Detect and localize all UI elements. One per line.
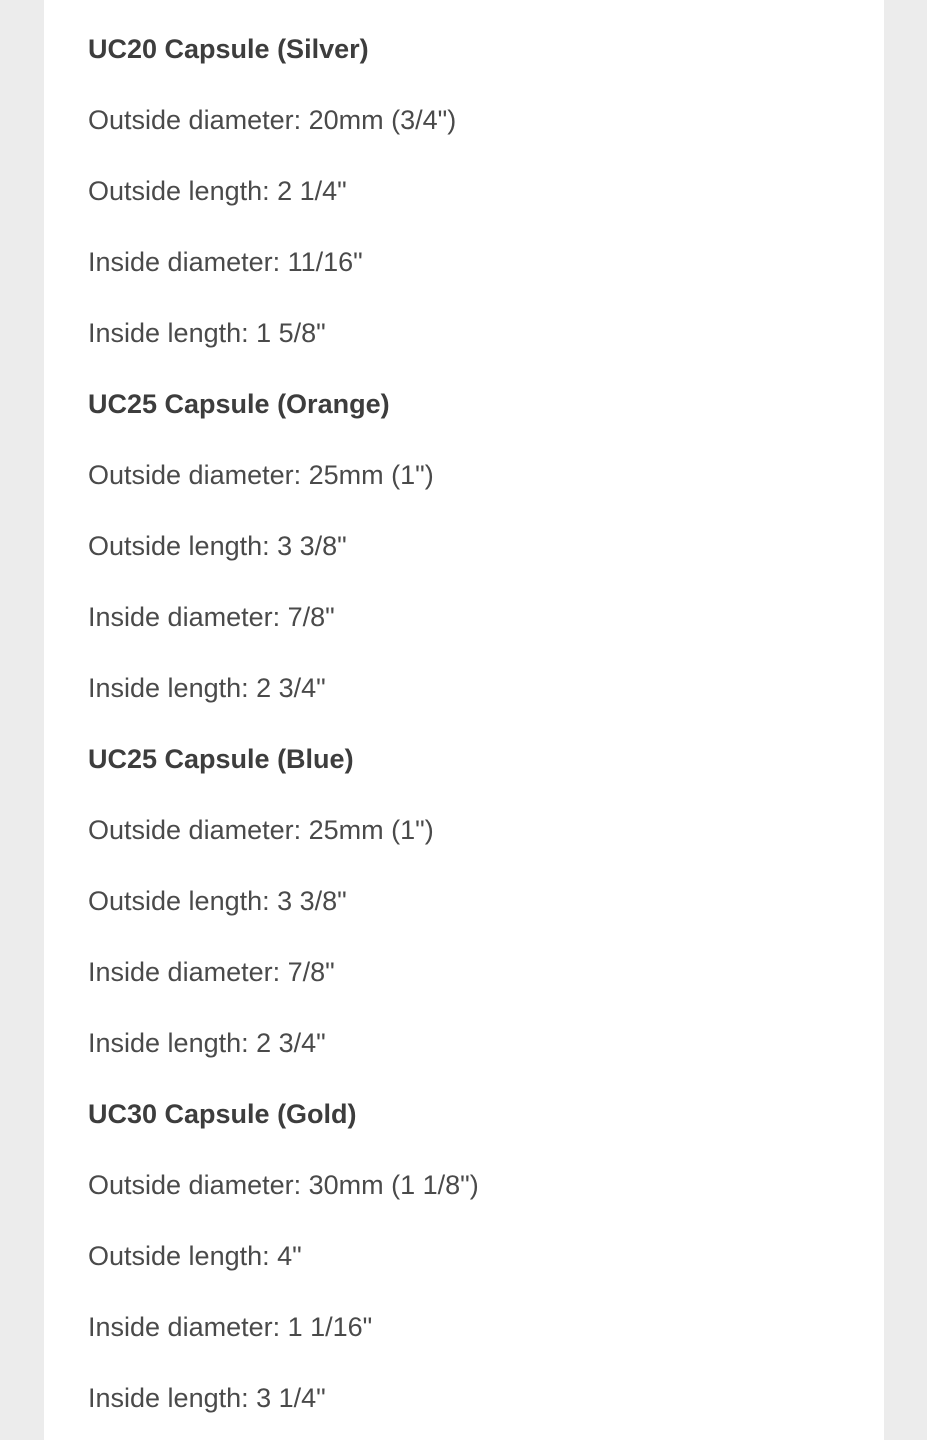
capsule-spec-block (44, 369, 884, 724)
spec-outside-diameter: Outside diameter: 20mm (3/4") (88, 105, 457, 135)
capsule-heading: UC30 Capsule (Gold) (88, 1099, 357, 1129)
spec-inside-diameter: Inside diameter: 7/8" (88, 602, 335, 632)
spec-inside-length: Inside length: 3 1/4" (88, 1383, 326, 1413)
spec-outside-length: Outside length: 2 1/4" (88, 176, 347, 206)
capsule-specifications-list (44, 0, 884, 1434)
spec-outside-diameter: Outside diameter: 25mm (1") (88, 460, 434, 490)
spec-inside-diameter: Inside diameter: 7/8" (88, 957, 335, 987)
capsule-heading: UC25 Capsule (Orange) (88, 389, 390, 419)
spec-inside-length: Inside length: 2 3/4" (88, 1028, 326, 1058)
spec-inside-length: Inside length: 1 5/8" (88, 318, 326, 348)
spec-inside-diameter: Inside diameter: 11/16" (88, 247, 363, 277)
capsule-spec-block (44, 0, 884, 369)
spec-outside-diameter: Outside diameter: 30mm (1 1/8") (88, 1170, 479, 1200)
capsule-heading: UC25 Capsule (Blue) (88, 744, 354, 774)
spec-outside-diameter: Outside diameter: 25mm (1") (88, 815, 434, 845)
capsule-spec-block (44, 1079, 884, 1434)
specifications-card (44, 0, 884, 1440)
spec-inside-length: Inside length: 2 3/4" (88, 673, 326, 703)
capsule-spec-block (44, 724, 884, 1079)
spec-outside-length: Outside length: 4" (88, 1241, 302, 1271)
spec-outside-length: Outside length: 3 3/8" (88, 531, 347, 561)
spec-outside-length: Outside length: 3 3/8" (88, 886, 347, 916)
capsule-heading: UC20 Capsule (Silver) (88, 34, 369, 64)
spec-inside-diameter: Inside diameter: 1 1/16" (88, 1312, 373, 1342)
